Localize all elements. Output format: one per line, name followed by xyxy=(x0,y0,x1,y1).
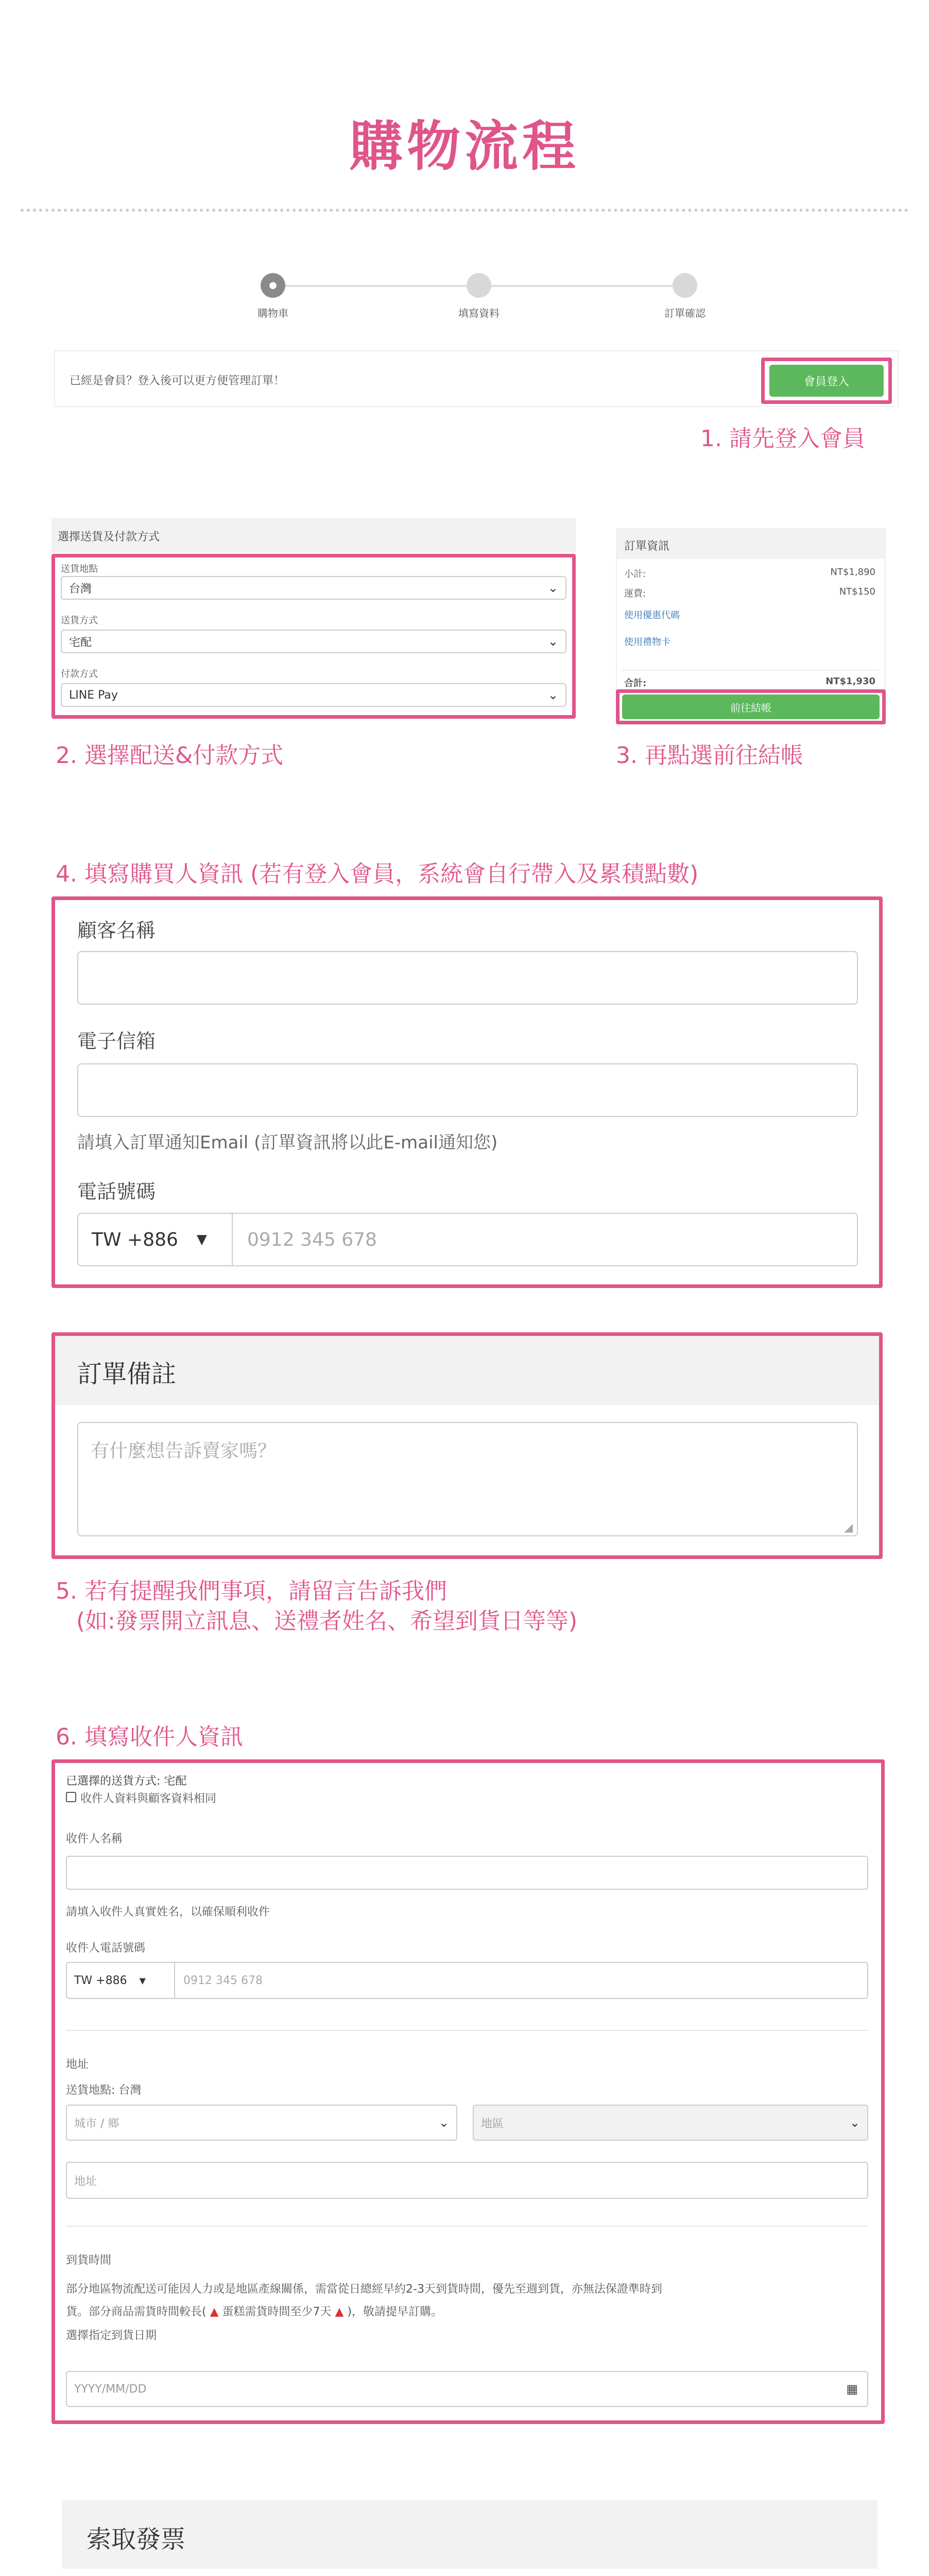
method-label: 送貨方式 xyxy=(61,615,98,626)
arrival-text-2a: 貨。部分商品需貨時間較長( xyxy=(66,2306,207,2318)
subtotal-value: NT$1,890 xyxy=(830,567,875,578)
caret-down-icon: ▼ xyxy=(196,1232,207,1247)
notes-placeholder: 有什麼想告訴賣家嗎？ xyxy=(91,1440,277,1462)
region-select[interactable] xyxy=(61,576,566,600)
email-label: 電子信箱 xyxy=(77,1030,156,1053)
login-bar-text: 已經是會員？登入後可以更方便管理訂單！ xyxy=(70,375,285,387)
payment-label: 付款方式 xyxy=(61,669,98,680)
recipient-divider xyxy=(66,2030,868,2031)
address-placeholder: 地址 xyxy=(74,2175,97,2188)
step-1-dot: ● xyxy=(261,273,285,298)
district-placeholder: 地區 xyxy=(481,2117,504,2130)
address-input[interactable] xyxy=(66,2162,868,2199)
step-3-dot xyxy=(673,273,697,298)
address-region: 送貨地點: 台灣 xyxy=(66,2084,142,2097)
phone-label: 電話號碼 xyxy=(77,1180,156,1203)
country-code-select[interactable] xyxy=(77,1213,233,1266)
customer-name-input[interactable] xyxy=(77,951,858,1005)
step-1-label: 購物車 xyxy=(257,307,288,319)
same-as-customer-label: 收件人資料與顧客資料相同 xyxy=(80,1792,217,1805)
step-2-dot xyxy=(467,273,491,298)
recipient-country-value: TW +886 xyxy=(74,1974,127,1987)
giftcard-link[interactable]: 使用禮物卡 xyxy=(624,637,670,648)
resize-handle-icon[interactable]: ◢ xyxy=(844,1521,853,1534)
recipient-phone-input[interactable]: 0912 345 678 xyxy=(183,1974,263,1987)
invoice-title: 索取發票 xyxy=(87,2525,186,2554)
chevron-down-icon: ⌄ xyxy=(849,2115,860,2130)
total-label: 合計: xyxy=(624,678,647,689)
coupon-link[interactable]: 使用優惠代碼 xyxy=(624,610,680,621)
warning-icon: ▲ xyxy=(206,2306,222,2318)
email-hint: 請填入訂單通知Email (訂單資訊將以此E-mail通知您) xyxy=(77,1132,498,1153)
calendar-icon[interactable]: ▦ xyxy=(846,2382,858,2396)
caption-step-1: 1. 請先登入會員 xyxy=(700,426,865,452)
selected-shipping-method: 已選擇的送貨方式: 宅配 xyxy=(66,1775,187,1788)
district-select[interactable] xyxy=(473,2105,868,2141)
address-divider xyxy=(66,2226,868,2227)
payment-select[interactable] xyxy=(61,683,566,707)
address-label: 地址 xyxy=(66,2058,89,2071)
country-code-value: TW +886 xyxy=(92,1229,178,1250)
recipient-name-label: 收件人名稱 xyxy=(66,1833,123,1845)
caption-step-2: 2. 選擇配送&付款方式 xyxy=(56,742,284,769)
notes-title: 訂單備註 xyxy=(77,1360,177,1388)
warning-icon: ▲ xyxy=(331,2306,348,2318)
notes-header xyxy=(55,1336,879,1405)
date-placeholder: YYYY/MM/DD xyxy=(74,2382,147,2396)
payment-select-value: LINE Pay xyxy=(69,688,118,702)
chevron-down-icon: ⌄ xyxy=(547,581,558,595)
chevron-down-icon: ⌄ xyxy=(547,688,558,702)
region-select-value: 台灣 xyxy=(69,582,92,596)
arrival-label: 到貨時間 xyxy=(66,2254,112,2267)
delivery-date-input[interactable] xyxy=(66,2371,868,2407)
order-summary-title: 訂單資訊 xyxy=(624,540,670,553)
chevron-down-icon: ⌄ xyxy=(438,2115,449,2130)
method-select[interactable] xyxy=(61,630,566,653)
step-3-label: 訂單確認 xyxy=(664,307,706,319)
chevron-down-icon: ⌄ xyxy=(547,634,558,649)
city-select[interactable] xyxy=(66,2105,457,2141)
arrival-text-1: 部分地區物流配送可能因人力或是地區產線關係，需當從日總經早約2-3天到貨時間，優先至週到貨，亦無法保證準時到 xyxy=(66,2283,662,2296)
recipient-phone-label: 收件人電話號碼 xyxy=(66,1942,146,1955)
caption-step-4: 4. 填寫購買人資訊 (若有登入會員，系統會自行帶入及累積點數) xyxy=(56,861,699,887)
caption-step-3: 3. 再點選前往結帳 xyxy=(616,742,803,769)
region-label: 送貨地點 xyxy=(61,564,98,574)
fee-value: NT$150 xyxy=(839,586,875,597)
title-divider xyxy=(21,209,908,212)
summary-divider xyxy=(621,670,879,671)
page-title: 購物流程 xyxy=(349,115,580,178)
arrival-text-2c: )，敬請提早訂購。 xyxy=(347,2306,442,2318)
email-input[interactable] xyxy=(77,1063,858,1117)
city-placeholder: 城市 / 鄉 xyxy=(74,2117,119,2130)
customer-name-label: 顧客名稱 xyxy=(77,919,156,942)
member-login-button[interactable]: 會員登入 xyxy=(769,365,884,397)
shipping-header-text: 選擇送貨及付款方式 xyxy=(58,531,160,544)
same-as-customer-checkbox[interactable] xyxy=(66,1792,76,1802)
method-select-value: 宅配 xyxy=(69,636,92,649)
recipient-country-select[interactable] xyxy=(66,1962,175,1999)
total-value: NT$1,930 xyxy=(825,676,875,687)
recipient-name-input[interactable] xyxy=(66,1856,868,1890)
subtotal-label: 小計: xyxy=(624,569,646,580)
step-1 xyxy=(257,273,288,298)
step-2-label: 填寫資料 xyxy=(458,307,500,319)
phone-number-input[interactable]: 0912 345 678 xyxy=(247,1229,377,1250)
order-notes-textarea[interactable] xyxy=(77,1422,858,1536)
caption-step-5: 5. 若有提醒我們事項，請留言告訴我們 xyxy=(56,1578,447,1604)
order-summary-header xyxy=(617,529,885,559)
caption-step-6: 6. 填寫收件人資訊 xyxy=(56,1724,243,1750)
fee-label: 運費: xyxy=(624,588,646,599)
checkout-button[interactable]: 前往結帳 xyxy=(622,694,880,719)
date-label: 選擇指定到貨日期 xyxy=(66,2329,157,2342)
caret-down-icon: ▼ xyxy=(139,1975,146,1986)
recipient-name-hint: 請填入收件人真實姓名，以確保順利收件 xyxy=(66,1906,270,1919)
arrival-text-2 xyxy=(66,2303,869,2319)
arrival-text-2b: 蛋糕需貨時間至少7天 xyxy=(222,2306,332,2318)
shipping-panel-header xyxy=(51,518,576,553)
caption-step-5-detail: (如:發票開立訊息、送禮者姓名、希望到貨日等等) xyxy=(76,1608,578,1634)
